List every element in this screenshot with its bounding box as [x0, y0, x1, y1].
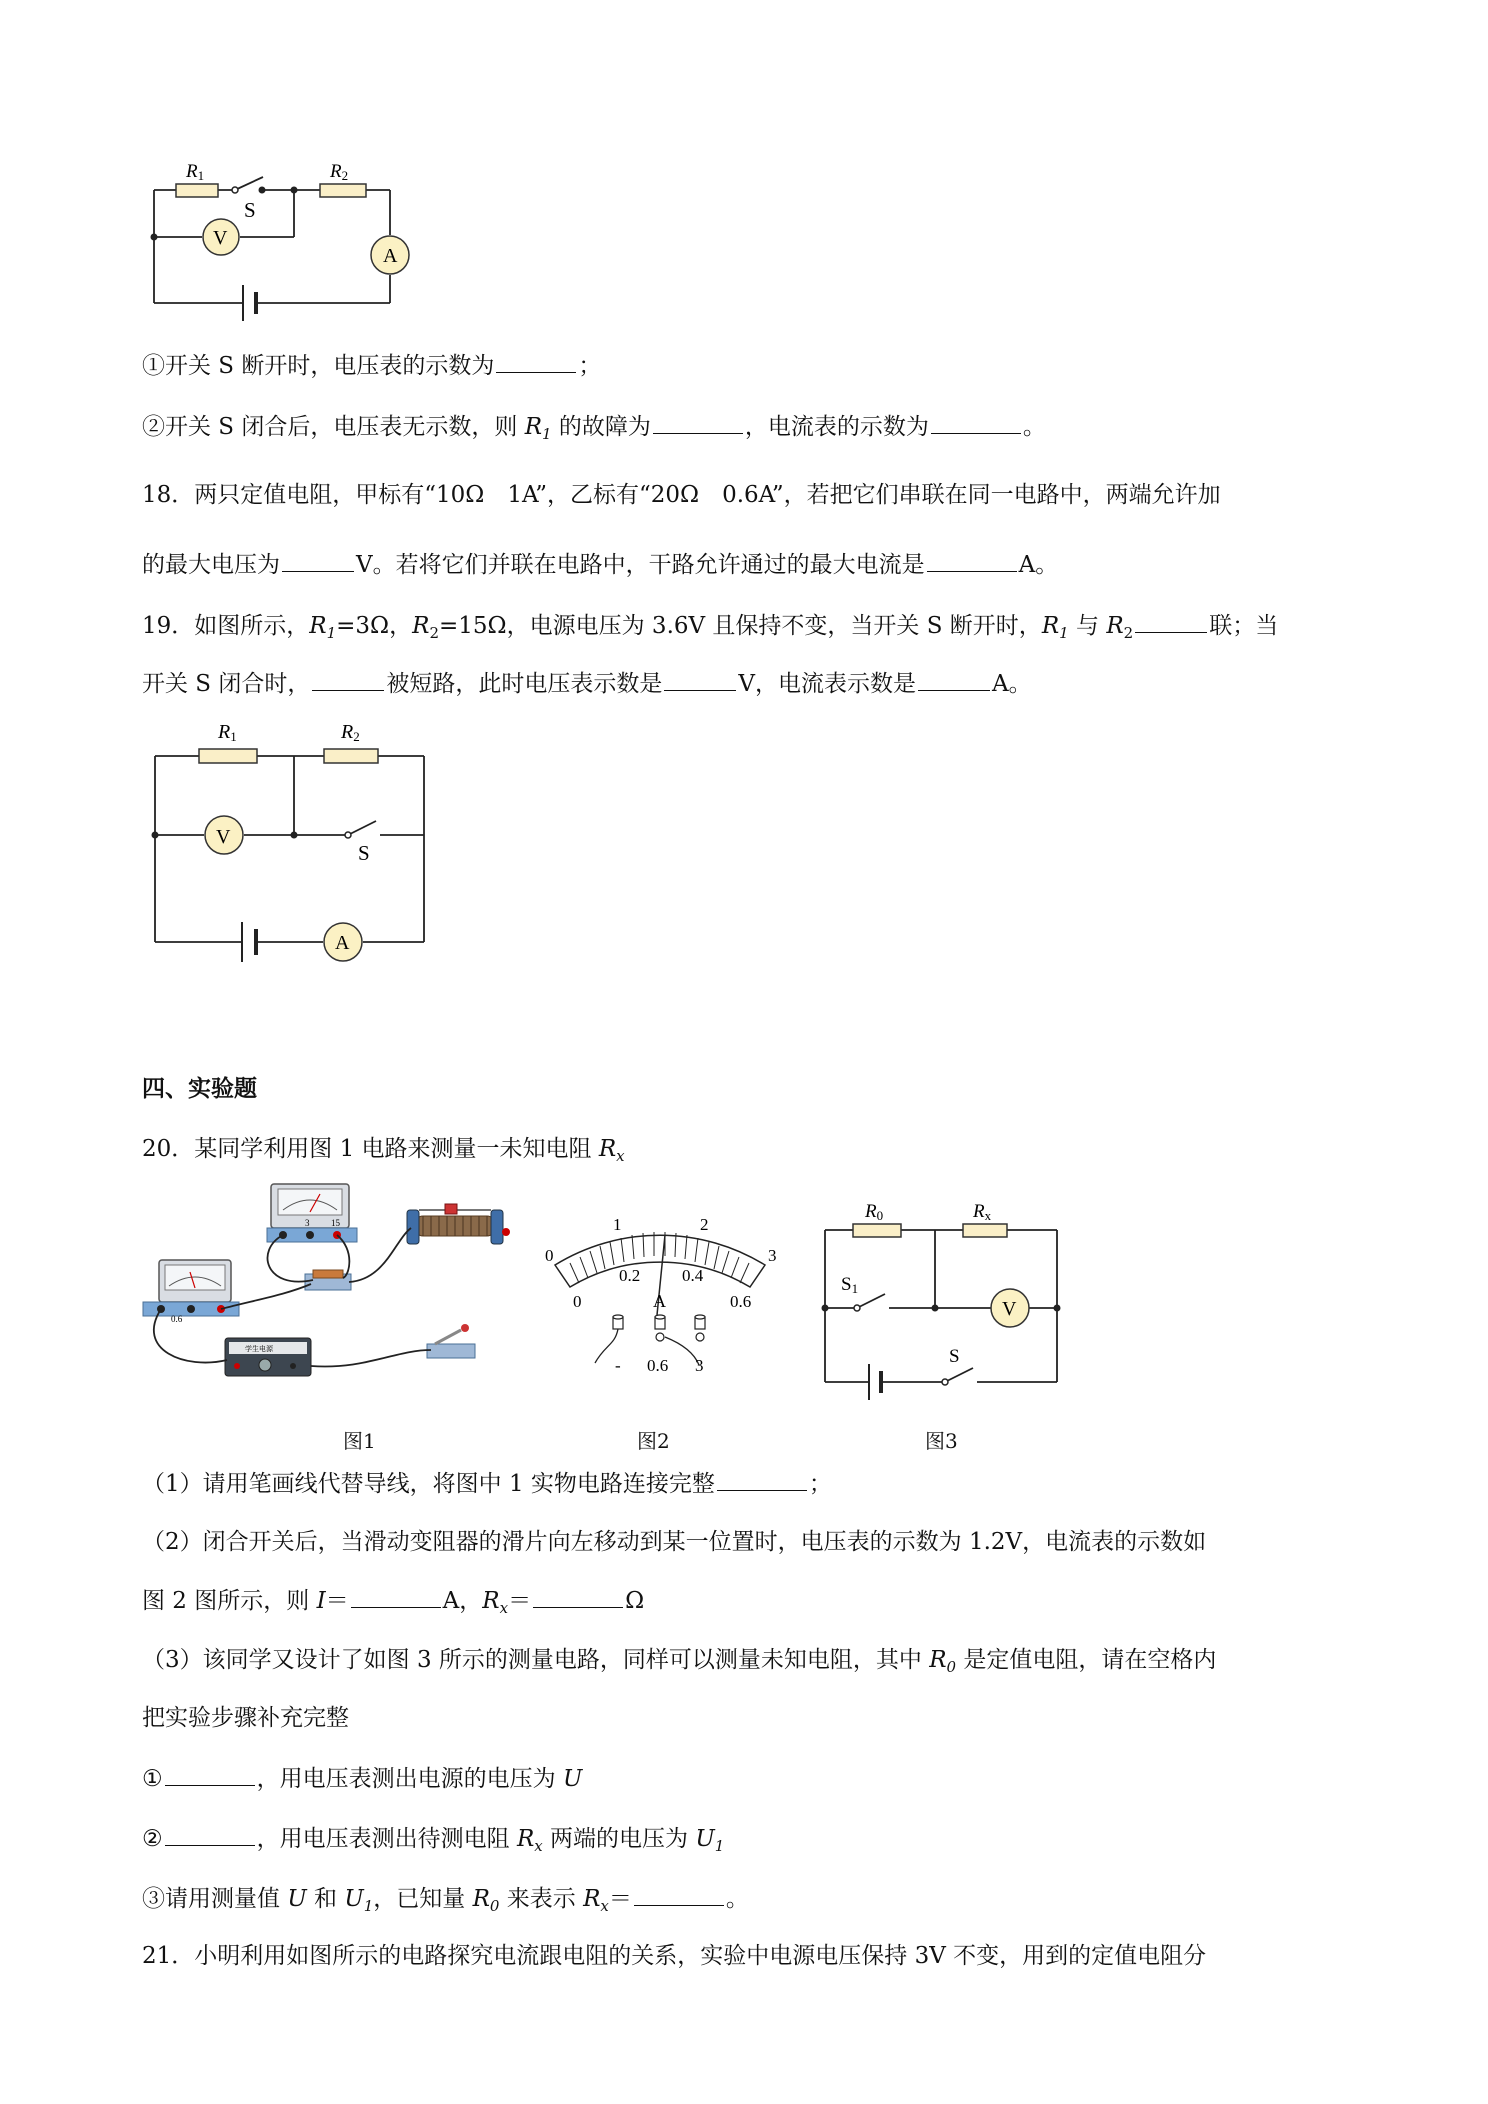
- terminal-3: 3: [695, 1356, 704, 1375]
- svg-text:0.6: 0.6: [171, 1314, 183, 1324]
- svg-text:学生电源: 学生电源: [245, 1345, 273, 1353]
- power-supply-device: [225, 1338, 311, 1376]
- svg-text:S1: S1: [841, 1274, 859, 1296]
- circuit-diagram-q19: [140, 715, 440, 965]
- figure-2-caption: 图2: [637, 1429, 670, 1453]
- answer-blank[interactable]: [1135, 610, 1207, 633]
- svg-text:V: V: [1002, 1298, 1017, 1320]
- circuit-diagram-q17: [140, 155, 410, 325]
- q20-part-2-line-1: （2）闭合开关后，当滑动变阻器的滑片向左移动到某一位置时，电压表的示数为 1.2V，电流表的示数如: [142, 1529, 1207, 1555]
- svg-text:S: S: [244, 198, 256, 222]
- figure-3-circuit: [815, 1190, 1065, 1390]
- voltmeter-device: [267, 1184, 357, 1242]
- answer-blank[interactable]: [165, 1823, 255, 1846]
- answer-blank[interactable]: [312, 668, 384, 691]
- answer-blank[interactable]: [664, 668, 736, 691]
- q17-line-2: ②开关 S 闭合后，电压表无示数，则 $R_1$ 的故障为 ，电流表的示数为 。: [142, 411, 1046, 442]
- bottom-tick-3: 0.6: [730, 1292, 752, 1311]
- svg-text:R0: R0: [865, 1201, 884, 1223]
- svg-text:V: V: [213, 227, 228, 249]
- q21-line-1: 21．小明利用如图所示的电路探究电流跟电阻的关系，实验中电源电压保持 3V 不变，用到的定值电阻分: [142, 1943, 1207, 1969]
- top-tick-1: 1: [613, 1215, 622, 1234]
- q20-step-2: ② ，用电压表测出待测电阻 $R_x$ 两端的电压为 $U_1$: [142, 1823, 724, 1854]
- bottom-tick-0: 0: [573, 1292, 582, 1311]
- svg-text:A: A: [335, 932, 350, 954]
- answer-blank[interactable]: [282, 549, 354, 572]
- q20-part-1: （1）请用笔画线代替导线，将图中 1 实物电路连接完整 ；: [142, 1468, 832, 1499]
- q19-line-2: 开关 S 闭合时， 被短路，此时电压表示数是 V，电流表示数是 A。: [142, 668, 1032, 699]
- q20-part-3-line-1: （3）该同学又设计了如图 3 所示的测量电路，同样可以测量未知电阻，其中 $R_0$ 是定值电阻，请在空格内: [142, 1647, 1217, 1676]
- q18-line-2: 的最大电压为 V。若将它们并联在电路中，干路允许通过的最大电流是 A。: [142, 549, 1058, 580]
- svg-text:V: V: [216, 826, 231, 848]
- svg-text:R1: R1: [218, 721, 237, 744]
- bottom-tick-2: 0.4: [682, 1266, 704, 1285]
- switch-device: [427, 1324, 475, 1358]
- svg-text:S: S: [358, 841, 370, 865]
- svg-text:3: 3: [305, 1218, 310, 1228]
- rheostat-device: [407, 1204, 510, 1244]
- terminals: [613, 1315, 705, 1341]
- terminal-minus: -: [615, 1356, 621, 1375]
- top-tick-3: 3: [768, 1246, 777, 1265]
- bottom-tick-1: 0.2: [619, 1266, 641, 1285]
- answer-blank[interactable]: [634, 1883, 724, 1906]
- q20-title: 20．某同学利用图 1 电路来测量一未知电阻 $R_x$: [142, 1136, 625, 1165]
- svg-text:Rx: Rx: [973, 1201, 992, 1223]
- answer-blank[interactable]: [351, 1585, 441, 1608]
- unit-label: A: [653, 1291, 666, 1311]
- q18-line-1: 18．两只定值电阻，甲标有“10Ω 1A”，乙标有“20Ω 0.6A”，若把它们串联在同一电路中，两端允许加: [142, 482, 1221, 508]
- svg-text:S: S: [949, 1346, 960, 1367]
- q19-line-1: 19．如图所示，$R_1=3\Omega$，$R_2=15\Omega$，电源电压为 3.6V 且保持不变，当开关 S 断开时，$R_1$ 与 $R_2$ 联；当: [142, 610, 1278, 641]
- q20-step-3: ③请用测量值 U 和 $U_1$，已知量 $R_0$ 来表示 $R_x=$ 。: [142, 1883, 749, 1914]
- figure-1-apparatus: [135, 1180, 535, 1380]
- svg-text:R1: R1: [186, 161, 205, 183]
- terminal-0-6: 0.6: [647, 1356, 669, 1375]
- svg-text:R2: R2: [341, 721, 360, 744]
- q20-part-3-line-2: 把实验步骤补充完整: [142, 1705, 349, 1731]
- svg-text:R2: R2: [330, 161, 349, 183]
- figure-2-ammeter-dial: [535, 1195, 795, 1385]
- figure-1-caption: 图1: [343, 1429, 376, 1453]
- figure-3-caption: 图3: [925, 1429, 958, 1453]
- q20-part-2-line-2: 图 2 图所示，则 I＝ A，$R_x= \Omega$: [142, 1585, 644, 1616]
- svg-text:A: A: [383, 245, 398, 267]
- answer-blank[interactable]: [717, 1468, 807, 1491]
- answer-blank[interactable]: [927, 549, 1017, 572]
- top-tick-0: 0: [545, 1246, 554, 1265]
- section-heading: 四、实验题: [142, 1076, 257, 1102]
- q17-line-1: ①开关 S 断开时，电压表的示数为 ；: [142, 350, 601, 381]
- answer-blank[interactable]: [496, 350, 576, 373]
- answer-blank[interactable]: [918, 668, 990, 691]
- answer-blank[interactable]: [931, 411, 1021, 434]
- top-tick-2: 2: [700, 1215, 709, 1234]
- answer-blank[interactable]: [653, 411, 743, 434]
- answer-blank[interactable]: [165, 1763, 255, 1786]
- answer-blank[interactable]: [533, 1585, 623, 1608]
- svg-text:15: 15: [331, 1218, 340, 1228]
- q20-step-1: ① ，用电压表测出电源的电压为 U: [142, 1763, 582, 1794]
